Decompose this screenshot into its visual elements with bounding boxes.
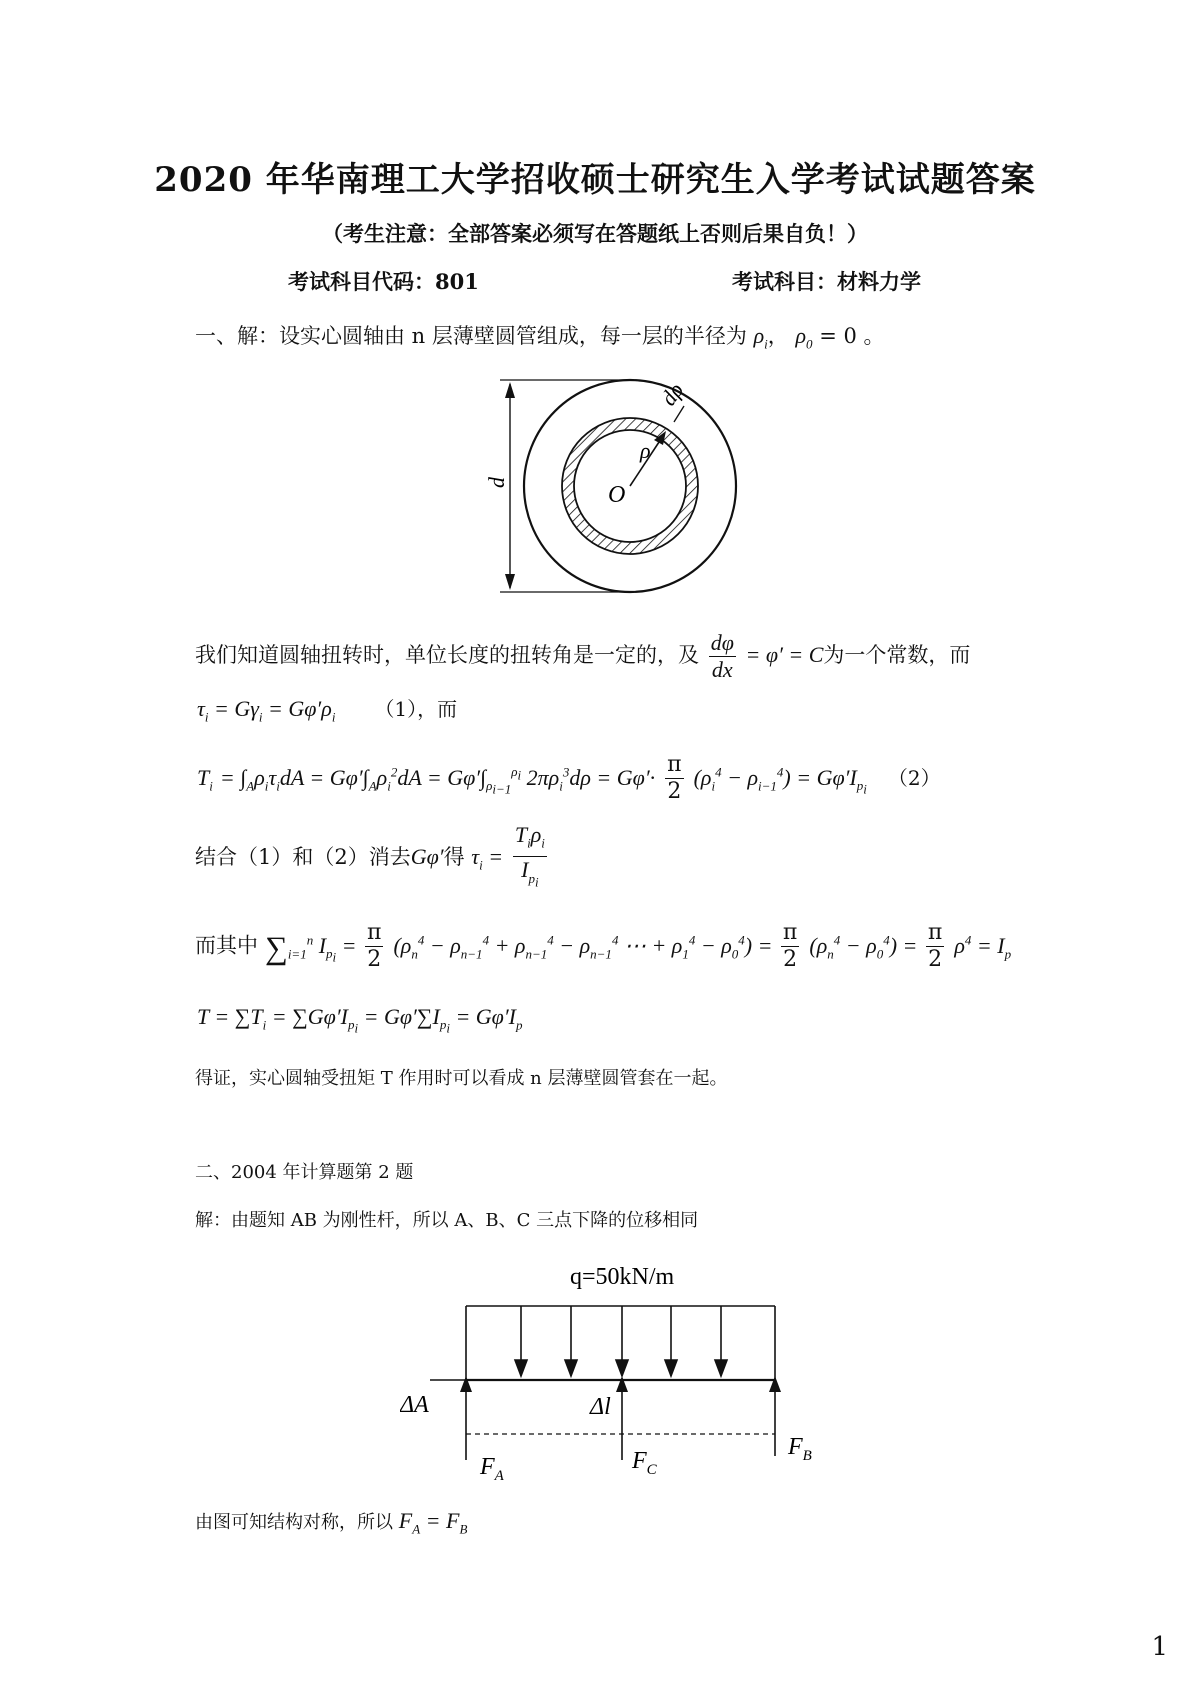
- dim-arrow-top: [505, 382, 515, 398]
- combine-line: 结合（1）和（2）消去Gφ′得 $\tau_i$ = $\frac{T_i\rho_i}{I_{p_i}}$: [195, 822, 545, 890]
- intro-text: 一、解：设实心圆轴由 n 层薄壁圆管组成，每一层的半径为: [195, 324, 747, 348]
- symmetry-line: 由图可知结构对称，所以 $F_A = F_B$: [195, 1508, 468, 1537]
- label-deltal: Δl: [590, 1394, 611, 1420]
- label-d: d: [484, 477, 509, 488]
- reaction-arrow-A: [460, 1376, 472, 1392]
- subject-name: 考试科目：材料力学: [732, 269, 921, 294]
- total-torque-line: $T = \sum T_i = \sum G\varphi'I_{p_i} = G\varphi'\sum I_{p_i} = G\varphi'I_p$: [197, 1004, 523, 1036]
- dim-arrow-bottom: [505, 574, 515, 590]
- conclusion-text: 得证，实心圆轴受扭矩 T 作用时可以看成 n 层薄壁圆管套在一起。: [195, 1068, 728, 1089]
- subject-code: 考试科目代码：801: [288, 269, 479, 294]
- label-origin: O: [608, 482, 626, 508]
- rho-0-value: = 0 。: [819, 324, 885, 348]
- label-FA: $F_A$: [480, 1454, 504, 1480]
- dphi-dx-fraction: $\frac{d\varphi}{dx}$: [710, 630, 734, 682]
- exam-notice: （考生注意：全部答案必须写在答题纸上否则后果自负！）: [322, 221, 868, 246]
- label-drho: dρ: [655, 378, 689, 411]
- section1-intro: 一、解：设实心圆轴由 n 层薄壁圆管组成，每一层的半径为 $\rho_i$， $\rho_0 = 0$ 。: [195, 323, 885, 352]
- rho-i: $\rho_i$: [753, 323, 768, 352]
- label-FC: $F_C$: [632, 1448, 657, 1478]
- page-title: 2020 年华南理工大学招收硕士研究生入学考试试题答案: [154, 160, 1036, 200]
- section2-solution: 解：由题知 AB 为刚性杆，所以 A、B、C 三点下降的位移相同: [195, 1210, 699, 1231]
- label-FB: $F_B$: [788, 1434, 812, 1464]
- load-label: q=50kN/m: [570, 1264, 675, 1290]
- sum-line: 而其中 $\sum_{i=1}^n$ $I_{p_i}$ = $\frac{\pi}{2}$ ($\rho_n^4 - \rho_{n-1}^4 + \rho_{n-1}^4 - \rho_{n-1}^4$ ⋯ + $\rho_1^4 - \rho_0^4$) = $\frac{\pi}{2}$ $(\rho_n^4 - \rho_0^4)$ = $\frac{\pi}{2}$ $\rho^4 = I_p$: [195, 920, 1012, 972]
- section2-heading: 二、2004 年计算题第 2 题: [195, 1162, 414, 1183]
- label-rho: ρ: [640, 438, 651, 463]
- tube-cross-section-figure: [470, 376, 770, 596]
- reaction-arrow-C: [616, 1376, 628, 1392]
- page-number: 1: [1151, 1632, 1168, 1662]
- beam-figure: [400, 1250, 840, 1480]
- equation-2: $T_i = \int_A\rho_i\tau_idA = G\varphi'\int_A\rho_i^2dA = G\varphi'\int_{\rho_{i-1}}^{\rho_i}$ $2\pi\rho_i^3d\rho = G\varphi'\cdot$ $\frac{\pi}{2}$ $(\rho_i^4 - \rho_{i-1}^4) = G\varphi'I_{p_i}$ （2）: [197, 752, 941, 804]
- torsion-constant-line: 我们知道圆轴扭转时，单位长度的扭转角是一定的，及 $\frac{d\varphi}{dx}$ = φ′ = C为一个常数，而: [195, 630, 971, 682]
- reaction-arrow-B: [769, 1376, 781, 1392]
- equation-1: $\tau_i = G\gamma_i = G\varphi'\rho_i$ （1），而: [197, 696, 458, 725]
- label-deltaA: ΔA: [400, 1392, 429, 1418]
- load-arrows: [515, 1306, 727, 1376]
- rho-0: $\rho_0$: [795, 323, 813, 352]
